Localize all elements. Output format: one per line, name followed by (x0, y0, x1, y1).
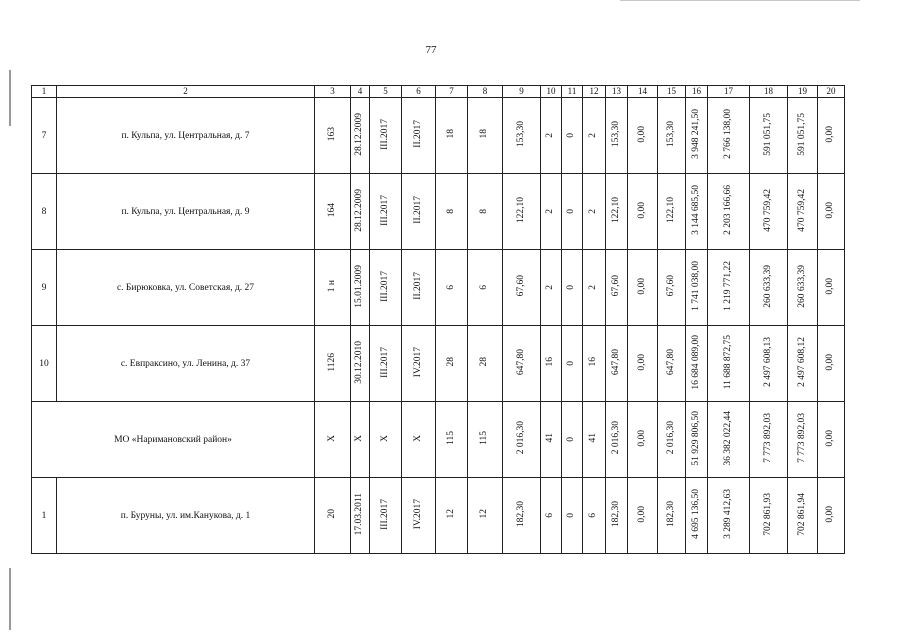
value-cell-c16-text: 3 948 241,50 (690, 109, 701, 159)
row-number-cell: 8 (32, 174, 57, 250)
value-cell-c5-text: III.2017 (379, 194, 390, 226)
value-cell-c10 (541, 478, 562, 554)
value-cell-c11 (562, 402, 583, 478)
value-cell-c11 (562, 98, 583, 174)
value-cell-c18-text: 2 497 608,13 (762, 337, 773, 387)
scan-margin-mark-bottom (9, 568, 11, 630)
value-cell-c20 (818, 326, 845, 402)
value-cell-c15-text: 647,80 (665, 348, 676, 376)
value-cell-c4-text: X (354, 434, 365, 442)
value-cell-c14-text: 0,00 (636, 429, 647, 447)
column-number-cell: 20 (818, 86, 845, 98)
value-cell-c9 (503, 402, 541, 478)
value-cell-c20-text: 0,00 (825, 201, 836, 219)
value-cell-c6 (402, 98, 436, 174)
value-cell-c11-text: 0 (566, 284, 577, 290)
value-cell-c13-text: 182,30 (610, 500, 621, 528)
value-cell-c18 (750, 326, 788, 402)
row-number-cell: 10 (32, 326, 57, 402)
value-cell-c12-text: 2 (588, 208, 599, 214)
column-number-cell: 11 (562, 86, 583, 98)
column-number-cell: 5 (370, 86, 402, 98)
value-cell-c17 (708, 326, 750, 402)
value-cell-c10 (541, 174, 562, 250)
value-cell-c6-text: IV.2017 (412, 498, 423, 530)
table-body (32, 86, 845, 554)
value-cell-c9 (503, 250, 541, 326)
value-cell-c19 (788, 402, 818, 478)
value-cell-c3 (315, 174, 351, 250)
value-cell-c7-text: 12 (445, 509, 456, 519)
value-cell-c15 (658, 250, 686, 326)
value-cell-c6 (402, 478, 436, 554)
value-cell-c4-text: 17.03.2011 (354, 492, 365, 536)
value-cell-c18 (750, 98, 788, 174)
value-cell-c14-text: 0,00 (636, 277, 647, 295)
table-row (32, 174, 845, 250)
value-cell-c8 (468, 250, 503, 326)
value-cell-c12 (583, 98, 606, 174)
value-cell-c9 (503, 174, 541, 250)
value-cell-c8-text: 6 (479, 284, 490, 290)
value-cell-c19 (788, 250, 818, 326)
value-cell-c7 (436, 326, 468, 402)
table-row (32, 402, 845, 478)
value-cell-c12 (583, 402, 606, 478)
value-cell-c14 (628, 402, 658, 478)
value-cell-c4-text: 28.12.2009 (354, 188, 365, 232)
value-cell-c13-text: 647,80 (610, 348, 621, 376)
value-cell-c6-text: II.2017 (412, 196, 423, 224)
value-cell-c10 (541, 250, 562, 326)
value-cell-c4 (351, 174, 370, 250)
value-cell-c6-text: X (412, 434, 423, 442)
value-cell-c13 (606, 174, 628, 250)
column-number-cell: 13 (606, 86, 628, 98)
value-cell-c7 (436, 402, 468, 478)
value-cell-c8 (468, 478, 503, 554)
page-number: 77 (425, 44, 437, 56)
value-cell-c19-text: 591 051,75 (796, 112, 807, 156)
housing-registry-table (31, 85, 845, 554)
value-cell-c9 (503, 98, 541, 174)
value-cell-c17-text: 2 203 166,66 (722, 185, 733, 235)
value-cell-c4-text: 30.12.2010 (354, 340, 365, 384)
value-cell-c8-text: 28 (479, 357, 490, 367)
value-cell-c14-text: 0,00 (636, 353, 647, 371)
value-cell-c15-text: 122,10 (665, 196, 676, 224)
value-cell-c16-text: 3 144 685,50 (690, 185, 701, 235)
value-cell-c4 (351, 326, 370, 402)
column-number-cell: 3 (315, 86, 351, 98)
value-cell-c18 (750, 174, 788, 250)
value-cell-c20 (818, 478, 845, 554)
value-cell-c16 (686, 478, 708, 554)
value-cell-c3-text: 163 (326, 126, 337, 142)
value-cell-c12-text: 16 (588, 357, 599, 367)
column-number-cell: 6 (402, 86, 436, 98)
value-cell-c16 (686, 250, 708, 326)
value-cell-c9 (503, 478, 541, 554)
column-number-cell: 15 (658, 86, 686, 98)
value-cell-c9 (503, 326, 541, 402)
value-cell-c10-text: 6 (545, 512, 556, 518)
value-cell-c12-text: 41 (588, 433, 599, 443)
value-cell-c17-text: 36 382 022,44 (722, 410, 733, 466)
value-cell-c20-text: 0,00 (825, 505, 836, 523)
value-cell-c5 (370, 326, 402, 402)
value-cell-c16 (686, 98, 708, 174)
value-cell-c4 (351, 402, 370, 478)
district-name-cell: МО «Наримановский район» (32, 402, 315, 478)
value-cell-c13 (606, 98, 628, 174)
value-cell-c17 (708, 402, 750, 478)
value-cell-c5-text: III.2017 (379, 270, 390, 302)
value-cell-c18-text: 260 633,39 (762, 264, 773, 308)
column-number-cell: 2 (57, 86, 315, 98)
column-number-row (32, 86, 845, 98)
value-cell-c3 (315, 326, 351, 402)
value-cell-c7-text: 18 (445, 129, 456, 139)
value-cell-c8 (468, 174, 503, 250)
value-cell-c15 (658, 98, 686, 174)
value-cell-c11-text: 0 (566, 208, 577, 214)
value-cell-c11 (562, 174, 583, 250)
column-number-cell: 4 (351, 86, 370, 98)
value-cell-c6 (402, 326, 436, 402)
column-number-cell: 7 (436, 86, 468, 98)
value-cell-c7-text: 8 (445, 208, 456, 214)
value-cell-c8-text: 115 (479, 431, 490, 445)
value-cell-c13 (606, 250, 628, 326)
value-cell-c15-text: 67,60 (665, 275, 676, 297)
value-cell-c19-text: 702 861,94 (796, 492, 807, 536)
value-cell-c16-text: 1 741 038,00 (690, 261, 701, 311)
value-cell-c3-text: 164 (326, 202, 337, 218)
address-cell: п. Буруны, ул. им.Канукова, д. 1 (57, 478, 315, 554)
value-cell-c5-text: III.2017 (379, 498, 390, 530)
value-cell-c15-text: 182,30 (665, 500, 676, 528)
row-number-cell: 7 (32, 98, 57, 174)
value-cell-c4 (351, 98, 370, 174)
value-cell-c3 (315, 478, 351, 554)
value-cell-c17 (708, 174, 750, 250)
column-number-cell: 16 (686, 86, 708, 98)
value-cell-c17 (708, 98, 750, 174)
value-cell-c19 (788, 174, 818, 250)
value-cell-c17-text: 3 289 412,63 (722, 489, 733, 539)
value-cell-c19-text: 2 497 608,12 (796, 337, 807, 387)
column-number-cell: 14 (628, 86, 658, 98)
value-cell-c6-text: IV.2017 (412, 346, 423, 378)
value-cell-c11-text: 0 (566, 360, 577, 366)
value-cell-c7-text: 6 (445, 284, 456, 290)
value-cell-c4-text: 28.12.2009 (354, 112, 365, 156)
column-number-cell: 8 (468, 86, 503, 98)
value-cell-c11-text: 0 (566, 132, 577, 138)
value-cell-c7-text: 115 (445, 431, 456, 445)
column-number-cell: 10 (541, 86, 562, 98)
value-cell-c15 (658, 402, 686, 478)
value-cell-c6-text: II.2017 (412, 120, 423, 148)
value-cell-c12 (583, 326, 606, 402)
value-cell-c17-text: 2 766 138,00 (722, 109, 733, 159)
value-cell-c15-text: 153,30 (665, 120, 676, 148)
value-cell-c18-text: 470 759,42 (762, 188, 773, 232)
value-cell-c3 (315, 98, 351, 174)
value-cell-c5-text: III.2017 (379, 118, 390, 150)
scan-corner-mark (620, 0, 860, 1)
value-cell-c7 (436, 98, 468, 174)
value-cell-c8-text: 12 (479, 509, 490, 519)
value-cell-c12-text: 2 (588, 284, 599, 290)
value-cell-c14 (628, 250, 658, 326)
value-cell-c9-text: 153,30 (515, 120, 526, 148)
value-cell-c20-text: 0,00 (825, 353, 836, 371)
value-cell-c12 (583, 478, 606, 554)
value-cell-c14 (628, 174, 658, 250)
row-number-cell: 9 (32, 250, 57, 326)
column-number-cell: 18 (750, 86, 788, 98)
address-cell: п. Кульпа, ул. Центральная, д. 9 (57, 174, 315, 250)
value-cell-c3 (315, 250, 351, 326)
value-cell-c18-text: 591 051,75 (762, 112, 773, 156)
value-cell-c12-text: 2 (588, 132, 599, 138)
value-cell-c9-text: 67,60 (515, 275, 526, 297)
value-cell-c19-text: 7 773 892,03 (796, 413, 807, 463)
value-cell-c14-text: 0,00 (636, 505, 647, 523)
value-cell-c20-text: 0,00 (825, 125, 836, 143)
value-cell-c8-text: 18 (479, 129, 490, 139)
value-cell-c12 (583, 174, 606, 250)
value-cell-c10-text: 2 (545, 132, 556, 138)
value-cell-c4 (351, 250, 370, 326)
value-cell-c5-text: III.2017 (379, 346, 390, 378)
value-cell-c20 (818, 98, 845, 174)
value-cell-c20-text: 0,00 (825, 277, 836, 295)
value-cell-c16 (686, 326, 708, 402)
value-cell-c12-text: 6 (588, 512, 599, 518)
value-cell-c7 (436, 174, 468, 250)
value-cell-c14 (628, 98, 658, 174)
value-cell-c11 (562, 326, 583, 402)
value-cell-c5 (370, 174, 402, 250)
value-cell-c18 (750, 250, 788, 326)
value-cell-c10-text: 41 (545, 433, 556, 443)
value-cell-c3-text: X (326, 434, 337, 442)
column-number-cell: 12 (583, 86, 606, 98)
row-number-cell: 1 (32, 478, 57, 554)
value-cell-c20-text: 0,00 (825, 429, 836, 447)
value-cell-c5 (370, 478, 402, 554)
value-cell-c8-text: 8 (479, 208, 490, 214)
value-cell-c5-text: X (379, 434, 390, 442)
value-cell-c16-text: 51 929 806,50 (690, 410, 701, 466)
value-cell-c4 (351, 478, 370, 554)
value-cell-c3-text: 20 (326, 509, 337, 519)
value-cell-c13-text: 67,60 (610, 275, 621, 297)
value-cell-c10 (541, 402, 562, 478)
value-cell-c8 (468, 402, 503, 478)
value-cell-c17 (708, 478, 750, 554)
value-cell-c18-text: 702 861,93 (762, 492, 773, 536)
value-cell-c17 (708, 250, 750, 326)
value-cell-c18-text: 7 773 892,03 (762, 413, 773, 463)
value-cell-c7-text: 28 (445, 357, 456, 367)
value-cell-c6 (402, 174, 436, 250)
value-cell-c20 (818, 402, 845, 478)
value-cell-c11 (562, 250, 583, 326)
value-cell-c11-text: 0 (566, 512, 577, 518)
value-cell-c15 (658, 326, 686, 402)
value-cell-c18 (750, 402, 788, 478)
value-cell-c14-text: 0,00 (636, 201, 647, 219)
value-cell-c15 (658, 478, 686, 554)
table-row (32, 250, 845, 326)
address-cell: с. Евпраксино, ул. Ленина, д. 37 (57, 326, 315, 402)
value-cell-c4-text: 15.01.2009 (354, 264, 365, 308)
value-cell-c9-text: 2 016,30 (515, 421, 526, 455)
scan-margin-mark-top (9, 70, 11, 126)
value-cell-c20 (818, 174, 845, 250)
value-cell-c5 (370, 98, 402, 174)
table-row (32, 326, 845, 402)
table-row (32, 478, 845, 554)
value-cell-c13 (606, 326, 628, 402)
value-cell-c9-text: 647,80 (515, 348, 526, 376)
value-cell-c10-text: 16 (545, 357, 556, 367)
value-cell-c7 (436, 250, 468, 326)
value-cell-c12 (583, 250, 606, 326)
value-cell-c9-text: 182,30 (515, 500, 526, 528)
column-number-cell: 17 (708, 86, 750, 98)
value-cell-c13 (606, 402, 628, 478)
value-cell-c10 (541, 326, 562, 402)
value-cell-c10 (541, 98, 562, 174)
value-cell-c16-text: 4 695 136,50 (690, 489, 701, 539)
value-cell-c13 (606, 478, 628, 554)
value-cell-c7 (436, 478, 468, 554)
value-cell-c13-text: 122,10 (610, 196, 621, 224)
value-cell-c13-text: 2 016,30 (610, 421, 621, 455)
table-row (32, 98, 845, 174)
address-cell: п. Кульпа, ул. Центральная, д. 7 (57, 98, 315, 174)
value-cell-c3 (315, 402, 351, 478)
value-cell-c17-text: 11 688 872,75 (722, 334, 733, 390)
value-cell-c14 (628, 478, 658, 554)
value-cell-c5 (370, 402, 402, 478)
value-cell-c10-text: 2 (545, 284, 556, 290)
value-cell-c11 (562, 478, 583, 554)
value-cell-c16 (686, 174, 708, 250)
value-cell-c6-text: II.2017 (412, 272, 423, 300)
value-cell-c3-text: 1 н (326, 279, 337, 293)
value-cell-c10-text: 2 (545, 208, 556, 214)
column-number-cell: 19 (788, 86, 818, 98)
value-cell-c17-text: 1 219 771,22 (722, 261, 733, 311)
value-cell-c19 (788, 478, 818, 554)
value-cell-c6 (402, 402, 436, 478)
value-cell-c19-text: 260 633,39 (796, 264, 807, 308)
value-cell-c3-text: 1126 (326, 352, 337, 372)
value-cell-c19-text: 470 759,42 (796, 188, 807, 232)
value-cell-c16-text: 16 684 089,00 (690, 334, 701, 390)
value-cell-c11-text: 0 (566, 436, 577, 442)
column-number-cell: 9 (503, 86, 541, 98)
value-cell-c15-text: 2 016,30 (665, 421, 676, 455)
value-cell-c9-text: 122,10 (515, 196, 526, 224)
value-cell-c18 (750, 478, 788, 554)
value-cell-c19 (788, 326, 818, 402)
value-cell-c14-text: 0,00 (636, 125, 647, 143)
value-cell-c8 (468, 98, 503, 174)
value-cell-c6 (402, 250, 436, 326)
column-number-cell: 1 (32, 86, 57, 98)
value-cell-c14 (628, 326, 658, 402)
value-cell-c19 (788, 98, 818, 174)
address-cell: с. Бирюковка, ул. Советская, д. 27 (57, 250, 315, 326)
value-cell-c16 (686, 402, 708, 478)
value-cell-c13-text: 153,30 (610, 120, 621, 148)
value-cell-c5 (370, 250, 402, 326)
value-cell-c8 (468, 326, 503, 402)
value-cell-c15 (658, 174, 686, 250)
value-cell-c20 (818, 250, 845, 326)
